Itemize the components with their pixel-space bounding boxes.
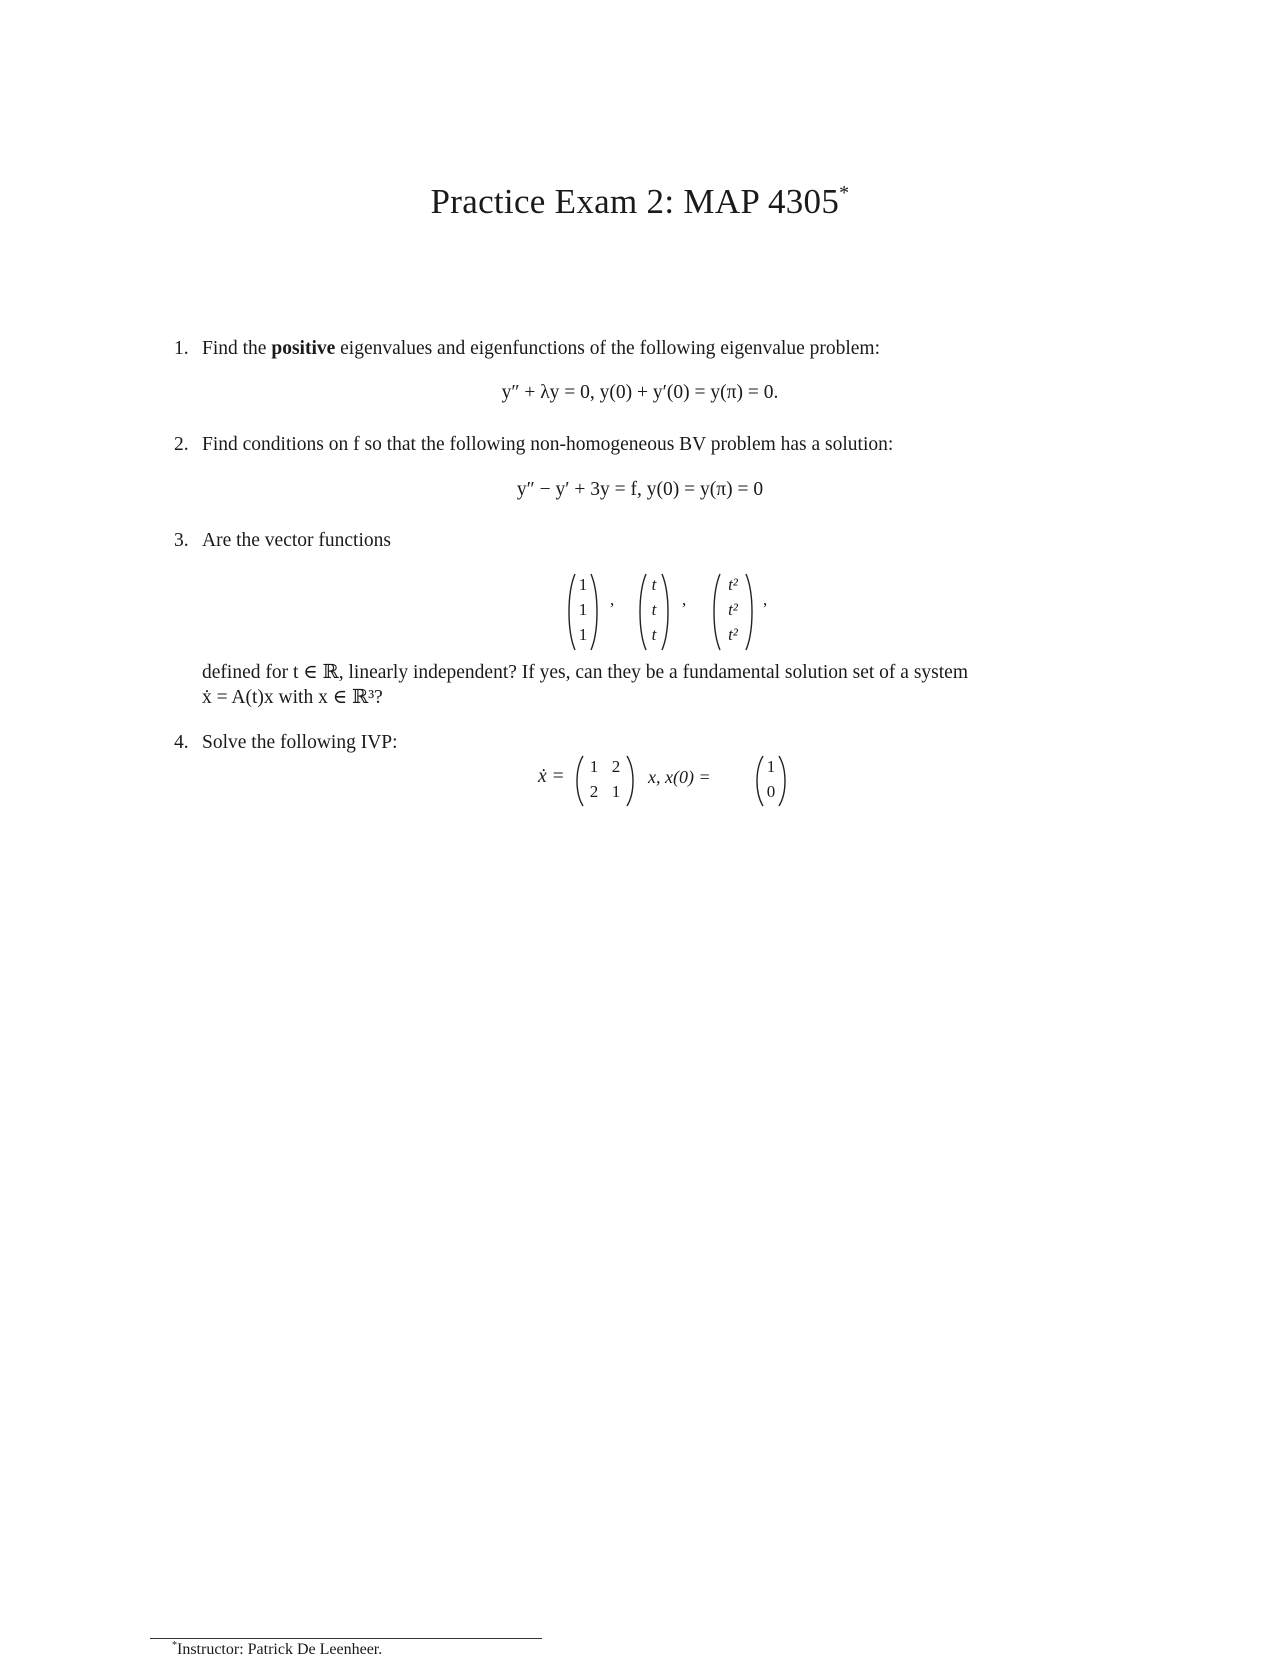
coefficient-matrix: 1 2 2 1 (574, 755, 636, 807)
left-paren (574, 755, 584, 807)
initial-vector: 1 0 (754, 755, 788, 807)
problem-4: 4. Solve the following IVP: (174, 732, 398, 753)
right-paren (626, 755, 636, 807)
problem-3: 3. Are the vector functions (174, 530, 391, 551)
question-line-1: defined for t ∈ ℝ, linearly independent? If yes, can they be a fundamental solution set of a system (202, 662, 968, 683)
emphasis-positive: positive (271, 338, 336, 359)
equation-2: y″ − y′ + 3y = f, y(0) = y(π) = 0 (516, 479, 764, 500)
question-line-2: ẋ = A(t)x with x ∈ ℝ³? (202, 687, 383, 708)
comma: , (682, 590, 687, 609)
problem-number: 2. (174, 434, 189, 455)
problem-number: 3. (174, 530, 189, 551)
ivp-lhs: ẋ = (538, 766, 565, 787)
comma: , (763, 590, 768, 609)
right-paren (778, 755, 788, 807)
right-paren (745, 573, 755, 651)
right-paren (661, 573, 671, 651)
problem-3-question (202, 660, 1134, 710)
problem-number: 1. (174, 338, 189, 359)
equation-1: y″ + λy = 0, y(0) + y′(0) = y(π) = 0. (501, 382, 779, 403)
footnote: *Instructor: Patrick De Leenheer. (172, 1640, 383, 1658)
problem-1: 1. Find the positive eigenvalues and eigenfunctions of the following eigenvalue problem: (174, 338, 881, 359)
ivp-middle: x, x(0) = (648, 767, 711, 787)
comma: , (610, 590, 615, 609)
right-paren (590, 573, 600, 651)
footnote-rule (150, 1638, 542, 1639)
vector-t: t t t (637, 573, 671, 651)
problem-2: 2. Find conditions on f so that the following non-homogeneous BV problem has a solution: (174, 434, 894, 455)
vector-ones: 1 1 1 (566, 573, 600, 651)
vector-t-squared: t² t² t² (711, 573, 755, 651)
exam-title: Practice Exam 2: MAP 4305* (430, 182, 850, 221)
problem-number: 4. (174, 732, 189, 753)
